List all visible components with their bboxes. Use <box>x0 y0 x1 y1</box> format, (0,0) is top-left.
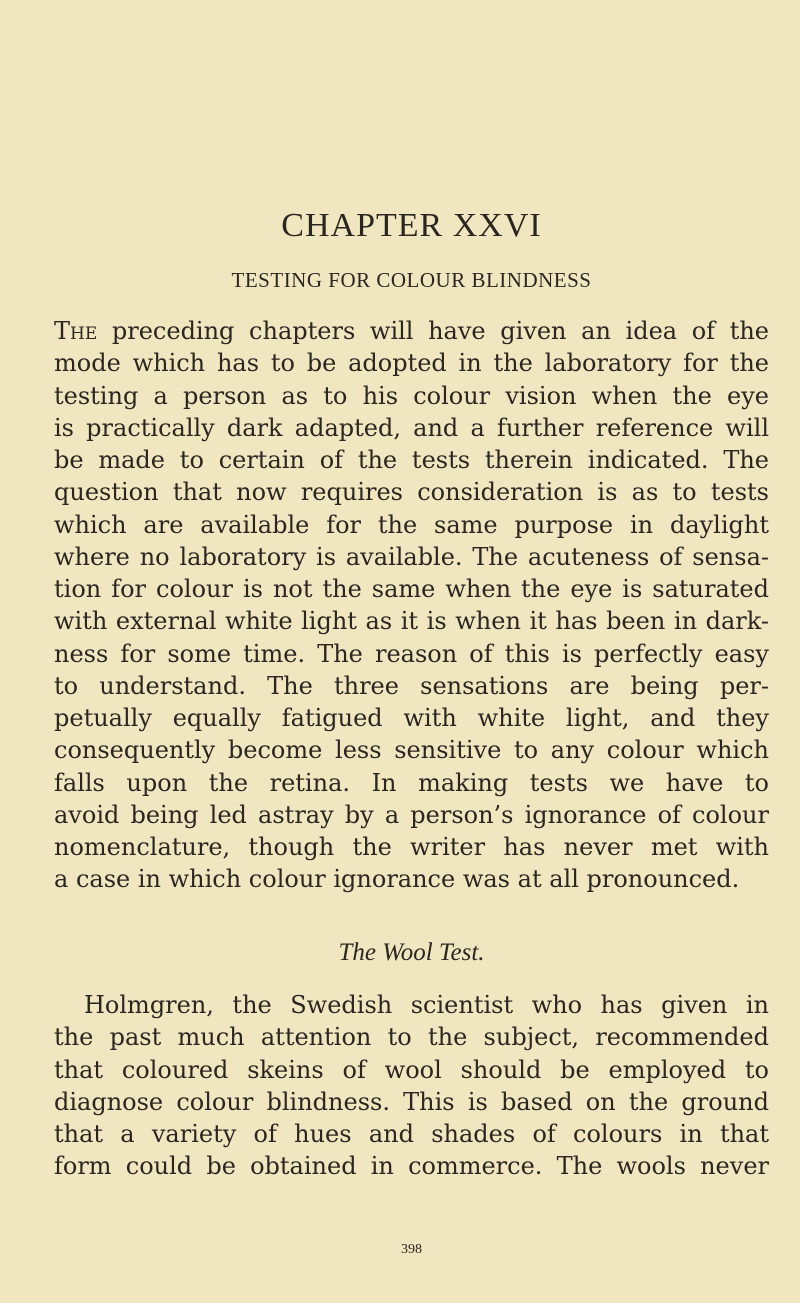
page-number: 398 <box>401 1242 422 1257</box>
text-line: the past much attention to the subject, recommended <box>54 1023 769 1052</box>
text-line: consequently become less sensitive to any colour which <box>54 736 769 765</box>
text-line: question that now requires consideration is as to tests <box>54 478 769 507</box>
text-line: avoid being led astray by a person’s ignorance of colour <box>54 800 769 829</box>
chapter-title: CHAPTER XXVI <box>281 207 542 244</box>
text-line: The preceding chapters will have given an idea of the <box>54 317 769 345</box>
text-line: falls upon the retina. In making tests we have to <box>54 768 769 797</box>
section-heading: The Wool Test. <box>338 939 485 966</box>
text-line: diagnose colour blindness. This is based on the ground <box>54 1087 769 1116</box>
text-line: with external white light as it is when it has been in dark- <box>54 607 769 636</box>
text-line: which are available for the same purpose in daylight <box>54 510 769 539</box>
text-line: be made to certain of the tests therein indicated. The <box>54 446 769 474</box>
text-line: testing a person as to his colour vision when the eye <box>54 381 769 410</box>
text-line: nomenclature, though the writer has never met with <box>54 833 769 861</box>
text-line: that a variety of hues and shades of colours in that <box>54 1120 769 1148</box>
text-line: is practically dark adapted, and a further reference will <box>54 413 769 442</box>
lead-word: The <box>54 317 98 345</box>
text-line: petually equally fatigued with white light, and they <box>54 704 769 732</box>
text-line: tion for colour is not the same when the eye is saturated <box>54 575 769 603</box>
chapter-subtitle: TESTING FOR COLOUR BLINDNESS <box>231 268 592 292</box>
text-line: mode which has to be adopted in the laboratory for the <box>54 349 769 378</box>
paragraph-1 <box>54 315 769 896</box>
text-line: ness for some time. The reason of this is perfectly easy <box>54 639 769 668</box>
text-line: that coloured skeins of wool should be employed to <box>54 1055 769 1084</box>
text-line: a case in which colour ignorance was at all pronounced. <box>54 865 740 894</box>
text-line: to understand. The three sensations are being per- <box>54 671 769 700</box>
text-line: form could be obtained in commerce. The wools never <box>54 1152 769 1181</box>
book-page <box>54 0 769 1303</box>
text-line: where no laboratory is available. The acuteness of sensa- <box>54 542 769 571</box>
paragraph-2 <box>54 989 769 1183</box>
text-line: Holmgren, the Swedish scientist who has given in <box>84 991 769 1019</box>
